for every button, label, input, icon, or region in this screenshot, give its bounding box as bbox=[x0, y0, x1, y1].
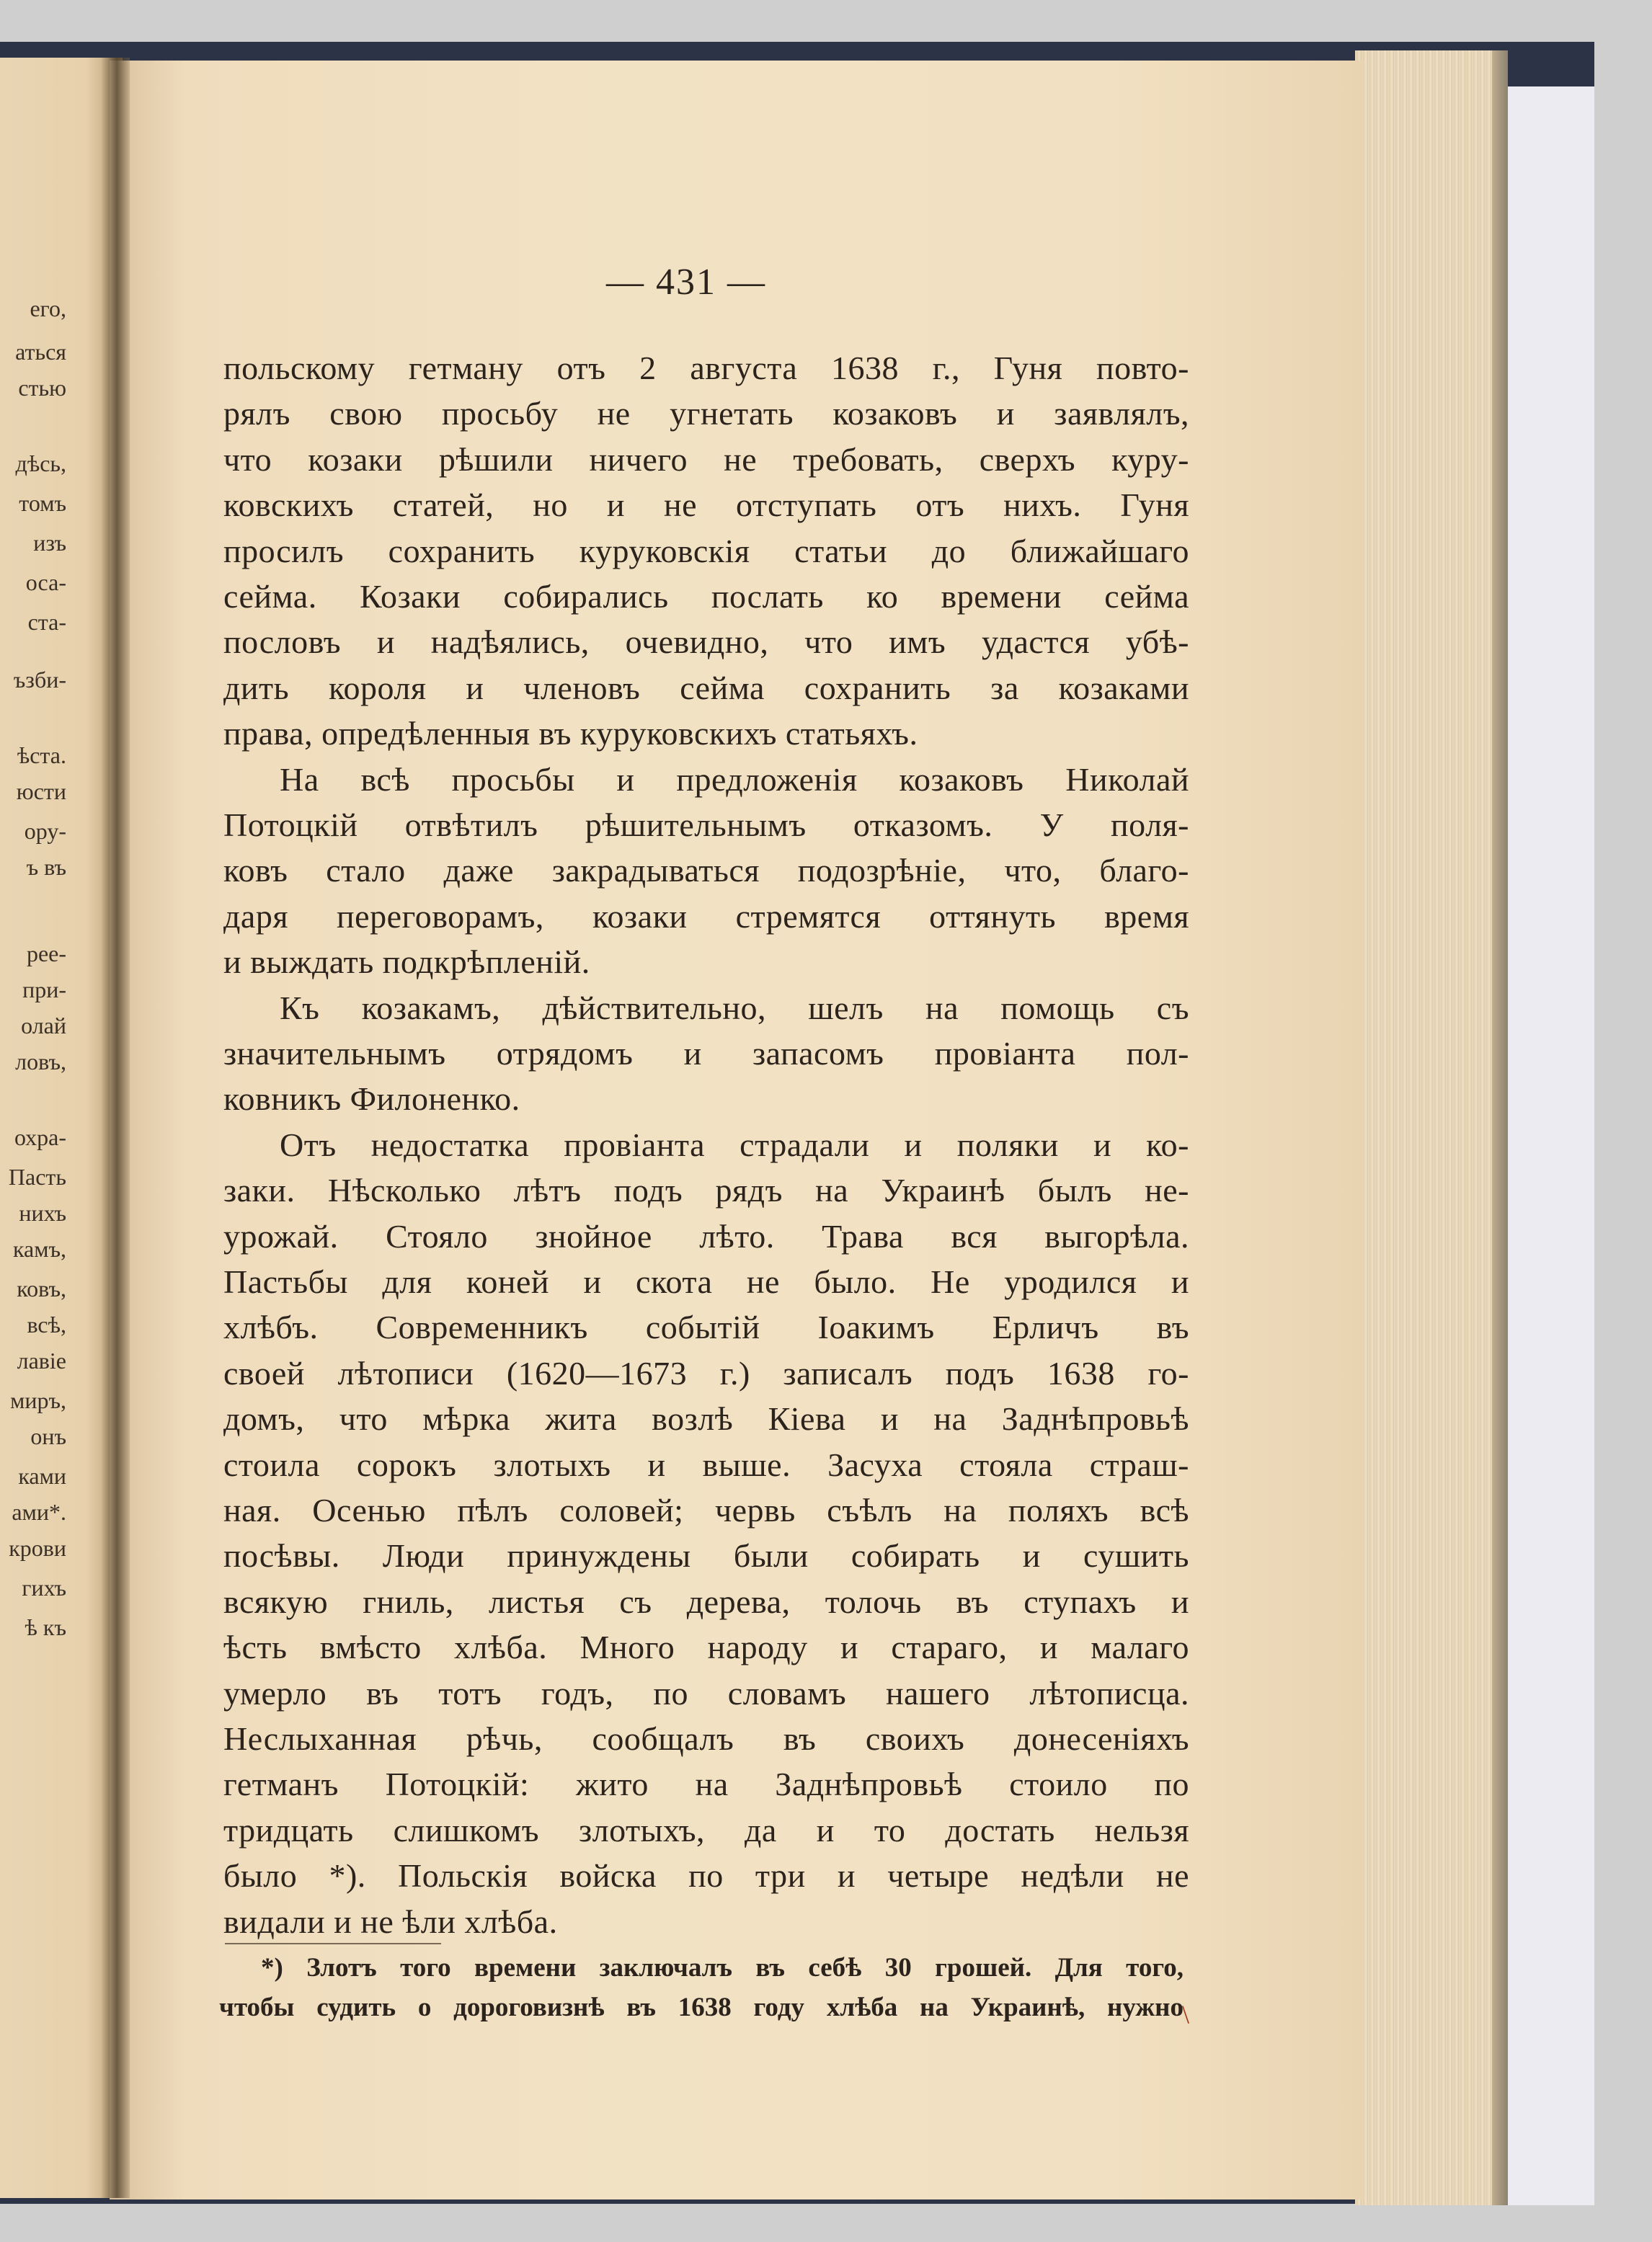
footnote-line: чтобы судить о дороговизнѣ въ 1638 году хлѣба на Украинѣ, нужно bbox=[219, 1993, 1184, 2022]
text-line: хлѣбъ. Современникъ событій Іоакимъ Ерличъ въ bbox=[223, 1309, 1189, 1346]
left-page-fragment: ору- bbox=[24, 818, 66, 844]
text-line: права, опредѣленныя въ куруковскихъ статьяхъ. bbox=[223, 715, 918, 752]
right-page bbox=[110, 61, 1364, 2199]
left-page-fragment: ловъ, bbox=[15, 1049, 66, 1075]
left-page-fragment: при- bbox=[22, 977, 66, 1002]
text-line: тридцать слишкомъ злотыхъ, да и то достать нельзя bbox=[223, 1811, 1189, 1849]
left-page-fragment: аться bbox=[15, 339, 66, 365]
text-line: гетманъ Потоцкій: жито на Заднѣпровьѣ стоило по bbox=[223, 1766, 1189, 1803]
text-line: было *). Польскія войска по три и четыре недѣли не bbox=[223, 1857, 1189, 1895]
text-line: видали и не ѣли хлѣба. bbox=[223, 1903, 558, 1940]
text-line: ная. Осенью пѣлъ соловей; червь съѣлъ на поляхъ всѣ bbox=[223, 1492, 1189, 1529]
left-page-fragment: ѣ къ bbox=[25, 1614, 66, 1640]
left-page-fragment: всѣ, bbox=[27, 1312, 66, 1338]
edge-shadow bbox=[1492, 50, 1508, 2205]
text-line: польскому гетману отъ 2 августа 1638 г., Гуня повто- bbox=[223, 350, 1189, 386]
text-line: и выждать подкрѣпленій. bbox=[223, 943, 590, 981]
text-line: Къ козакамъ, дѣйствительно, шелъ на помощь съ bbox=[280, 989, 1189, 1026]
left-page-fragment: его, bbox=[30, 295, 66, 321]
text-line: всякую гниль, листья съ дерева, толочь въ ступахъ и bbox=[223, 1583, 1189, 1620]
left-page-fragment: томъ bbox=[19, 490, 66, 516]
text-line: дить короля и членовъ сейма сохранить за козаками bbox=[223, 669, 1189, 706]
left-page-fragment: юсти bbox=[16, 778, 66, 804]
text-line: посѣвы. Люди принуждены были собирать и сушить bbox=[223, 1537, 1189, 1575]
left-page-fragment: рее- bbox=[26, 940, 66, 966]
text-line: пословъ и надѣялись, очевидно, что имъ удастся убѣ- bbox=[223, 623, 1189, 661]
text-line: значительнымъ отрядомъ и запасомъ провіанта пол- bbox=[223, 1035, 1189, 1072]
text-line: домъ, что мѣрка жита возлѣ Кіева и на Заднѣпровьѣ bbox=[223, 1400, 1189, 1438]
text-line: ковъ стало даже закрадываться подозрѣніе, что, благо- bbox=[223, 852, 1189, 889]
cover-edge bbox=[1506, 86, 1594, 2205]
left-page-fragment: изъ bbox=[33, 530, 66, 556]
page-edges bbox=[1355, 50, 1499, 2205]
left-page-fragment: ѣста. bbox=[17, 742, 66, 768]
left-page-fragment: ъзби- bbox=[13, 667, 66, 693]
text-line: даря переговорамъ, козаки стремятся оттянуть время bbox=[223, 897, 1189, 935]
text-line: стоила сорокъ злотыхъ и выше. Засуха стояла страш- bbox=[223, 1446, 1189, 1483]
left-page-fragment: олай bbox=[21, 1013, 66, 1038]
text-line: Потоцкій отвѣтилъ рѣшительнымъ отказомъ. У поля- bbox=[223, 806, 1189, 843]
left-page-fragment: камъ, bbox=[12, 1236, 66, 1262]
left-page-fragment: охра- bbox=[14, 1124, 66, 1150]
text-line: Пастьбы для коней и скота не было. Не уродился и bbox=[223, 1263, 1189, 1300]
left-page-fragment: крови bbox=[9, 1535, 66, 1561]
left-page-fragment: стью bbox=[18, 375, 66, 401]
text-line: сейма. Козаки собирались послать ко времени сейма bbox=[223, 578, 1189, 615]
left-page-fragment: ами*. bbox=[12, 1499, 66, 1525]
text-line: что козаки рѣшили ничего не требовать, сверхъ куру- bbox=[223, 440, 1189, 478]
text-line: Отъ недостатка провіанта страдали и поляки и ко- bbox=[280, 1126, 1189, 1163]
left-page-fragment: дѣсь, bbox=[15, 450, 66, 476]
footnote-line: *) Злотъ того времени заключалъ въ себѣ 30 грошей. Для того, bbox=[261, 1953, 1184, 1983]
left-page-fragment: онъ bbox=[30, 1423, 66, 1449]
left-page-fragment: Пасть bbox=[8, 1164, 66, 1190]
left-page-fragment: ста- bbox=[27, 609, 66, 635]
left-page-fragment: нихъ bbox=[19, 1200, 66, 1226]
text-line: На всѣ просьбы и предложенія козаковъ Николай bbox=[280, 760, 1189, 798]
text-line: умерло въ тотъ годъ, по словамъ нашего лѣтописца. bbox=[223, 1674, 1189, 1712]
left-page-fragment: оса- bbox=[25, 569, 66, 595]
footnote-rule bbox=[225, 1943, 441, 1944]
text-line: просилъ сохранить куруковскія статьи до ближайшаго bbox=[223, 532, 1189, 569]
text-line: ѣсть вмѣсто хлѣба. Много народу и стараго, и малаго bbox=[223, 1629, 1189, 1666]
gutter-shadow bbox=[101, 58, 130, 2198]
left-page-fragment: гихъ bbox=[22, 1575, 66, 1601]
page-number: — 431 — bbox=[606, 262, 766, 303]
left-page-fragment: ъ въ bbox=[26, 854, 66, 880]
text-line: своей лѣтописи (1620—1673 г.) записалъ подъ 1638 го- bbox=[223, 1354, 1189, 1392]
left-page-fragment: миръ, bbox=[10, 1387, 66, 1413]
text-line: урожай. Стояло знойное лѣто. Трава вся выгорѣла. bbox=[223, 1217, 1189, 1255]
left-page-fragment: лавіе bbox=[17, 1348, 66, 1374]
left-page-fragment: ковъ, bbox=[17, 1276, 66, 1302]
text-line: Неслыханная рѣчь, сообщалъ въ своихъ донесеніяхъ bbox=[223, 1720, 1189, 1757]
left-page-fragment: ками bbox=[18, 1463, 66, 1489]
text-line: заки. Нѣсколько лѣтъ подъ рядъ на Украинѣ былъ не- bbox=[223, 1172, 1189, 1209]
corner-mark: \ bbox=[1182, 2000, 1190, 2029]
text-line: ковникъ Филоненко. bbox=[223, 1080, 520, 1118]
text-line: рялъ свою просьбу не угнетать козаковъ и заявлялъ, bbox=[223, 395, 1189, 432]
text-line: ковскихъ статей, но и не отступать отъ нихъ. Гуня bbox=[223, 486, 1189, 524]
